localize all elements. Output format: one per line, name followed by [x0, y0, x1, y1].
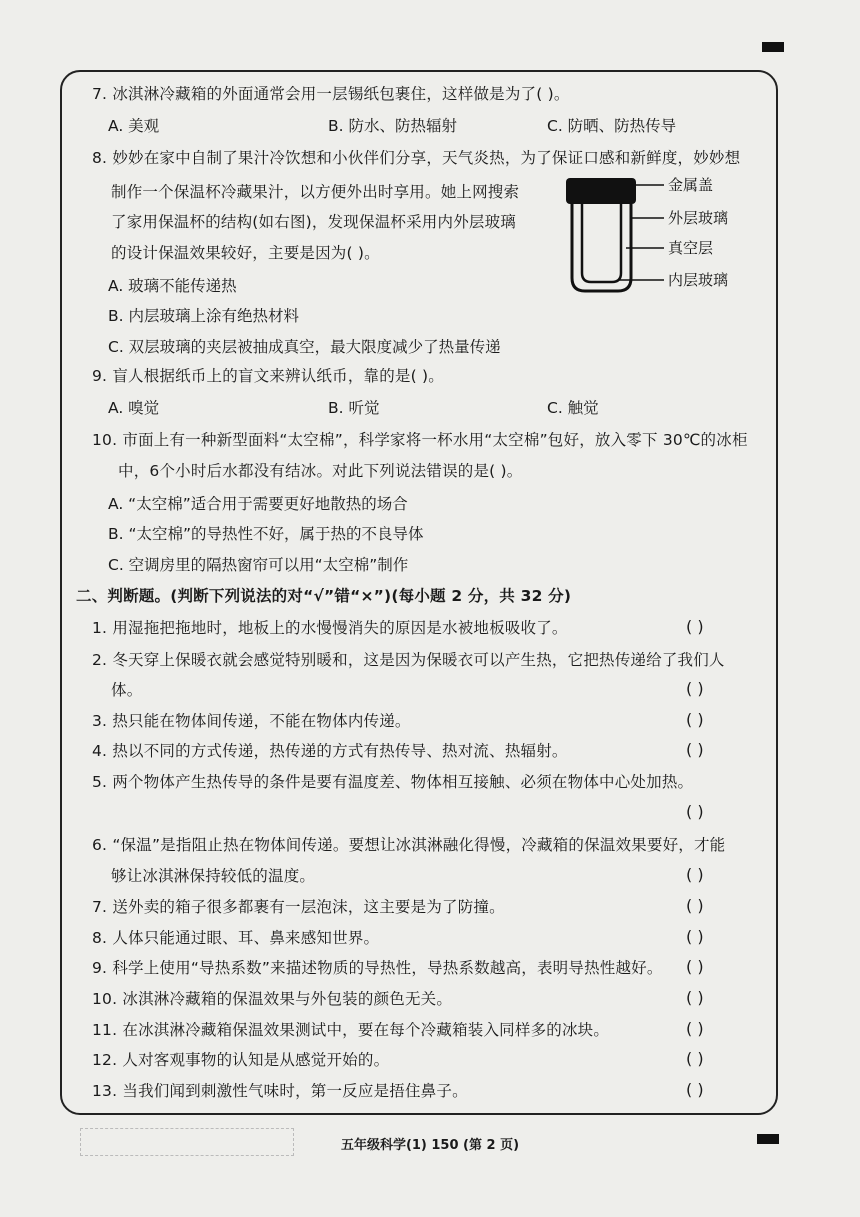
answer-paren-2[interactable]: ( ) [686, 679, 704, 698]
q10-stem-line-1: 10. 市面上有一种新型面料“太空棉”，科学家将一杯水用“太空棉”包好，放入零下 30℃的冰柜 [92, 431, 748, 449]
q8-stem-line-3: 了家用保温杯的结构(如右图)，发现保温杯采用内外层玻璃 [111, 213, 516, 231]
q8-stem-line-2: 制作一个保温杯冷藏果汁，以方便外出时享用。她上网搜索 [111, 183, 520, 201]
section-2-title: 二、判断题。(判断下列说法的对“√”错“×”)(每小题 2 分，共 32 分) [76, 587, 572, 605]
judge-item-12: 12. 人对客观事物的认知是从感觉开始的。 [92, 1051, 390, 1069]
answer-paren-8[interactable]: ( ) [686, 927, 704, 946]
judge-item-5: 5. 两个物体产生热传导的条件是要有温度差、物体相互接触、必须在物体中心处加热。 [92, 773, 694, 791]
q7-stem: 7. 冰淇淋冷藏箱的外面通常会用一层锡纸包裹住，这样做是为了( )。 [92, 85, 570, 103]
q9-option-a: A. 嗅觉 [108, 399, 160, 417]
q7-option-c: C. 防晒、防热传导 [547, 117, 677, 135]
answer-paren-12[interactable]: ( ) [686, 1049, 704, 1068]
thermos-diagram [560, 170, 760, 300]
judge-item-6-line-1: 6. “保温”是指阻止热在物体间传递。要想让冰淇淋融化得慢，冷藏箱的保温效果要好，才能 [92, 836, 726, 854]
thermos-inner-glass [582, 204, 621, 282]
q8-option-a: A. 玻璃不能传递热 [108, 277, 237, 295]
answer-paren-3[interactable]: ( ) [686, 710, 704, 729]
answer-paren-4[interactable]: ( ) [686, 740, 704, 759]
q9-stem: 9. 盲人根据纸币上的盲文来辨认纸币，靠的是( )。 [92, 367, 444, 385]
page-footer: 五年级科学(1) 150 (第 2 页) [340, 1138, 520, 1153]
answer-paren-13[interactable]: ( ) [686, 1080, 704, 1099]
q8-stem-line-1: 8. 妙妙在家中自制了果汁冷饮想和小伙伴们分享，天气炎热，为了保证口感和新鲜度，妙妙想 [92, 149, 741, 167]
thermos-metal-lid [566, 178, 636, 204]
answer-paren-7[interactable]: ( ) [686, 896, 704, 915]
answer-paren-9[interactable]: ( ) [686, 957, 704, 976]
label-inner-glass: 内层玻璃 [668, 271, 729, 289]
q8-stem-line-4: 的设计保温效果较好，主要是因为( )。 [111, 244, 380, 262]
judge-item-7: 7. 送外卖的箱子很多都裹有一层泡沫，这主要是为了防撞。 [92, 898, 505, 916]
answer-paren-1[interactable]: ( ) [686, 617, 704, 636]
judge-item-1: 1. 用湿拖把拖地时，地板上的水慢慢消失的原因是水被地板吸收了。 [92, 619, 568, 637]
answer-paren-10[interactable]: ( ) [686, 988, 704, 1007]
judge-item-10: 10. 冰淇淋冷藏箱的保温效果与外包装的颜色无关。 [92, 990, 453, 1008]
q9-option-b: B. 听觉 [328, 399, 380, 417]
judge-item-3: 3. 热只能在物体间传递，不能在物体内传递。 [92, 712, 411, 730]
judge-item-6-line-2: 够让冰淇淋保持较低的温度。 [111, 867, 316, 885]
judge-item-4: 4. 热以不同的方式传递，热传递的方式有热传导、热对流、热辐射。 [92, 742, 568, 760]
q10-option-a: A. “太空棉”适合用于需要更好地散热的场合 [108, 495, 408, 513]
answer-paren-11[interactable]: ( ) [686, 1019, 704, 1038]
label-metal-lid: 金属盖 [668, 176, 714, 194]
q7-option-a: A. 美观 [108, 117, 160, 135]
judge-item-8: 8. 人体只能通过眼、耳、鼻来感知世界。 [92, 929, 380, 947]
q10-option-b: B. “太空棉”的导热性不好，属于热的不良导体 [108, 525, 424, 543]
label-outer-glass: 外层玻璃 [668, 209, 729, 227]
answer-paren-5[interactable]: ( ) [686, 802, 704, 821]
judge-item-13: 13. 当我们闻到刺激性气味时，第一反应是捂住鼻子。 [92, 1082, 468, 1100]
q9-option-c: C. 触觉 [547, 399, 599, 417]
alignment-mark-top [762, 42, 784, 52]
q10-option-c: C. 空调房里的隔热窗帘可以用“太空棉”制作 [108, 556, 409, 574]
q8-option-c: C. 双层玻璃的夹层被抽成真空，最大限度减少了热量传递 [108, 338, 501, 356]
answer-paren-6[interactable]: ( ) [686, 865, 704, 884]
judge-item-9: 9. 科学上使用“导热系数”来描述物质的导热性，导热系数越高，表明导热性越好。 [92, 959, 663, 977]
q8-option-b: B. 内层玻璃上涂有绝热材料 [108, 307, 299, 325]
judge-item-2-line-2: 体。 [111, 681, 143, 699]
q7-option-b: B. 防水、防热辐射 [328, 117, 457, 135]
q10-stem-line-2: 中，6个小时后水都没有结冰。对此下列说法错误的是( )。 [118, 462, 523, 480]
judge-item-2-line-1: 2. 冬天穿上保暖衣就会感觉特别暖和，这是因为保暖衣可以产生热，它把热传递给了我们人 [92, 651, 725, 669]
label-vacuum: 真空层 [668, 239, 714, 257]
judge-item-11: 11. 在冰淇淋冷藏箱保温效果测试中，要在每个冷藏箱装入同样多的冰块。 [92, 1021, 610, 1039]
